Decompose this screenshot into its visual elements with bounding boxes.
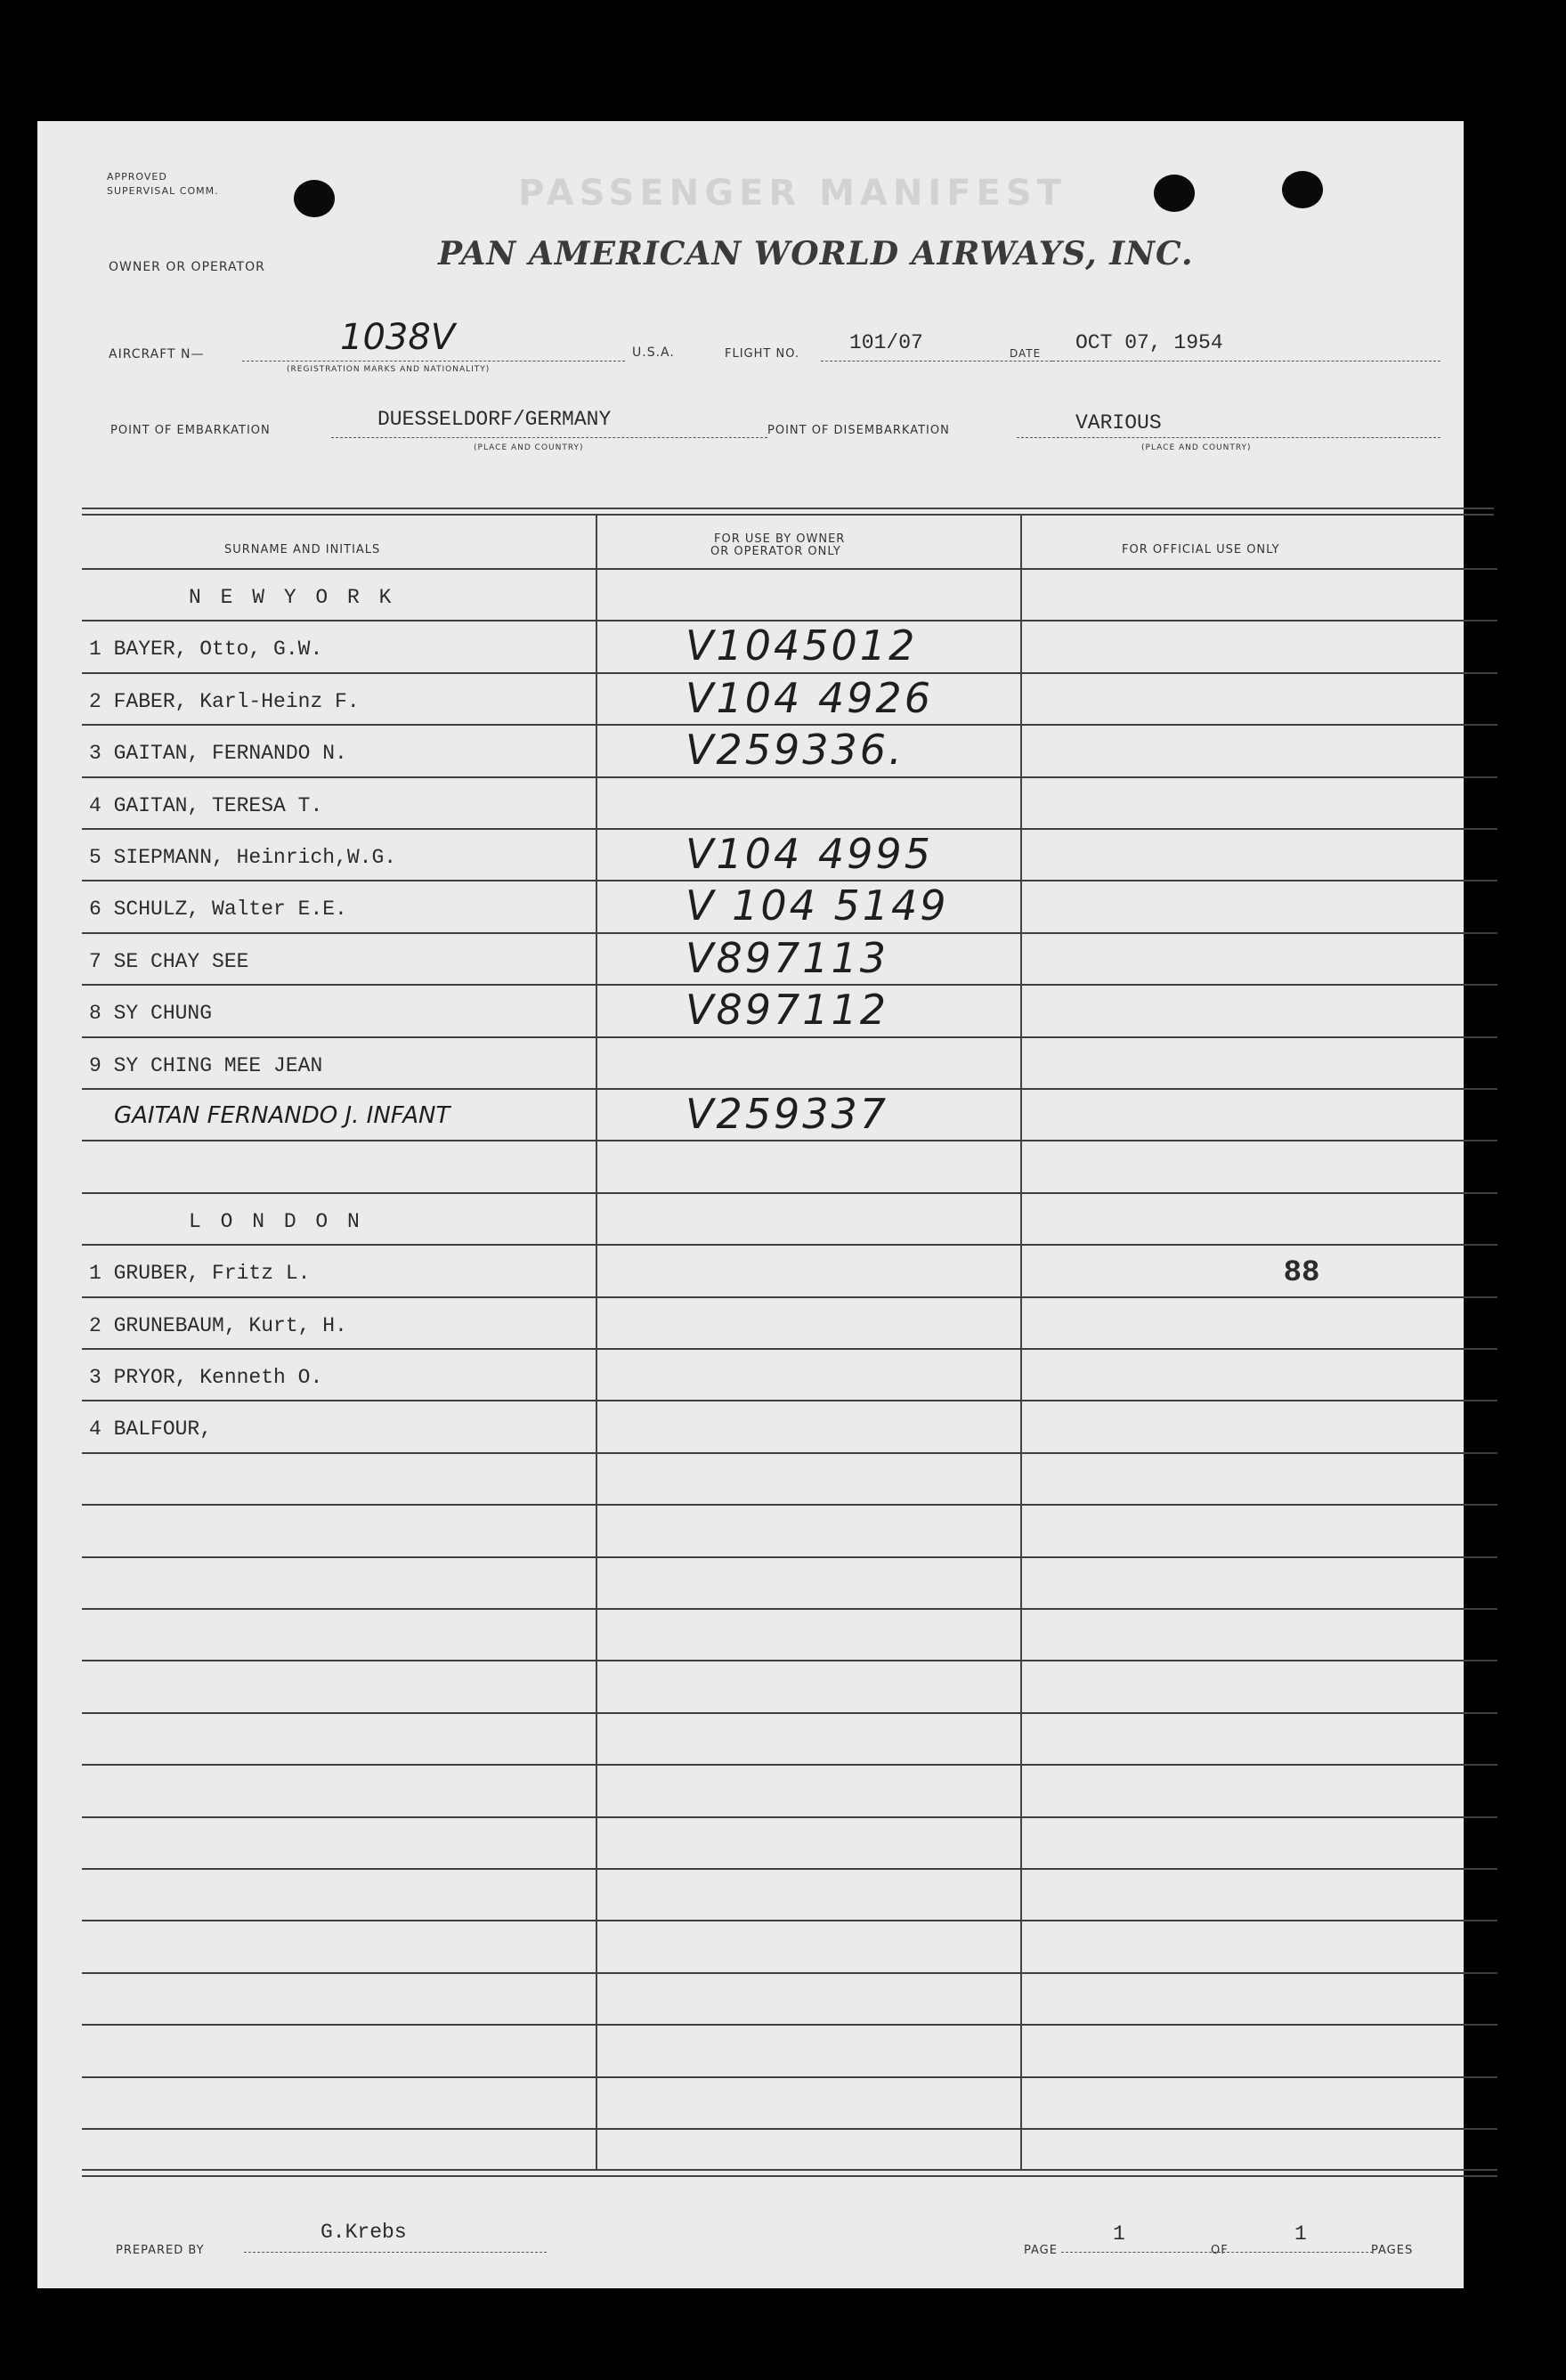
visa-number: V104 4995 <box>686 830 933 878</box>
registration-note: (REGISTRATION MARKS AND NATIONALITY) <box>287 365 491 374</box>
visa-number: V259336. <box>686 726 905 774</box>
column-header-owner-1: FOR USE BY OWNER <box>714 532 846 546</box>
aircraft-value: 1038V <box>340 317 456 358</box>
embark-note: (PLACE AND COUNTRY) <box>474 443 584 452</box>
page-title: PASSENGER MANIFEST <box>518 173 1067 214</box>
row-rule <box>82 1764 1497 1766</box>
row-rule <box>82 1920 1497 1921</box>
flight-value: 101/07 <box>849 331 923 354</box>
approved-stamp-sub: SUPERVISAL COMM. <box>107 185 219 197</box>
passenger-name: 4 BALFOUR, <box>89 1417 213 1441</box>
row-rule <box>82 1712 1497 1714</box>
prepared-label: PREPARED BY <box>116 2244 205 2257</box>
visa-number: V1045012 <box>686 621 918 670</box>
visa-number: V104 4926 <box>686 674 933 722</box>
passenger-name: 8 SY CHUNG <box>89 1002 213 1025</box>
flight-underline <box>821 360 1052 361</box>
row-rule <box>82 1504 1497 1506</box>
row-rule <box>82 2128 1497 2130</box>
of-value: 1 <box>1294 2222 1307 2246</box>
disembark-note: (PLACE AND COUNTRY) <box>1141 443 1252 452</box>
date-underline <box>1052 360 1440 361</box>
manifest-sheet <box>37 121 1464 2288</box>
usa-label: U.S.A. <box>632 345 675 360</box>
disembark-value: VARIOUS <box>1075 411 1162 435</box>
row-rule <box>82 1608 1497 1610</box>
visa-number: V259337 <box>686 1090 889 1138</box>
embark-value: DUESSELDORF/GERMANY <box>377 408 612 431</box>
row-rule <box>82 1296 1497 1298</box>
prepared-value: G.Krebs <box>321 2221 407 2244</box>
passenger-name: 6 SCHULZ, Walter E.E. <box>89 898 347 921</box>
section-heading: L O N D O N <box>189 1210 363 1233</box>
visa-number: V 104 5149 <box>686 881 949 930</box>
row-rule <box>82 1244 1497 1246</box>
column-header-names: SURNAME AND INITIALS <box>224 543 381 556</box>
section-heading: N E W Y O R K <box>189 586 395 609</box>
passenger-name: 1 BAYER, Otto, G.W. <box>89 638 323 661</box>
disembark-label: POINT OF DISEMBARKATION <box>767 424 950 437</box>
column-header-owner-2: OR OPERATOR ONLY <box>710 545 841 558</box>
passenger-name: 4 GAITAN, TERESA T. <box>89 794 323 817</box>
passenger-name: GAITAN FERNANDO J. INFANT <box>114 1102 450 1129</box>
row-rule <box>82 1036 1497 1038</box>
passenger-name: 1 GRUBER, Fritz L. <box>89 1262 311 1285</box>
visa-number: V897112 <box>686 986 889 1034</box>
passenger-name: 3 PRYOR, Kenneth O. <box>89 1366 323 1389</box>
aircraft-label: AIRCRAFT N— <box>109 347 205 361</box>
embark-label: POINT OF EMBARKATION <box>110 424 271 437</box>
row-rule <box>82 1972 1497 1974</box>
passenger-name: 7 SE CHAY SEE <box>89 950 249 973</box>
row-rule <box>82 1816 1497 1818</box>
column-header-official: FOR OFFICIAL USE ONLY <box>1122 543 1280 556</box>
prepared-underline <box>244 2251 547 2253</box>
row-rule <box>82 1140 1497 1141</box>
table-bottom-rule <box>82 2169 1497 2171</box>
row-rule <box>82 1400 1497 1401</box>
row-rule <box>82 1452 1497 1454</box>
flight-label: FLIGHT NO. <box>725 347 800 361</box>
passenger-name: 3 GAITAN, FERNANDO N. <box>89 742 347 765</box>
visa-number: V897113 <box>686 934 889 982</box>
official-use-value: 88 <box>1283 1256 1320 1290</box>
pages-label: PAGES <box>1371 2244 1414 2257</box>
date-label: DATE <box>1010 347 1042 360</box>
table-top-rule <box>82 514 1494 516</box>
row-rule <box>82 2076 1497 2078</box>
passenger-name: 2 FABER, Karl-Heinz F. <box>89 690 360 713</box>
row-rule <box>82 1556 1497 1558</box>
passenger-name: 2 GRUNEBAUM, Kurt, H. <box>89 1314 347 1337</box>
passenger-name: 5 SIEPMANN, Heinrich,W.G. <box>89 846 397 869</box>
punch-hole <box>294 180 335 217</box>
row-rule <box>82 1192 1497 1194</box>
table-bottom-rule <box>82 2175 1497 2177</box>
date-value: OCT 07, 1954 <box>1075 331 1223 354</box>
of-label: OF <box>1211 2244 1229 2257</box>
row-rule <box>82 568 1497 570</box>
row-rule <box>82 776 1497 778</box>
approved-stamp: APPROVED <box>107 171 167 183</box>
disembark-underline <box>1017 436 1440 438</box>
embark-underline <box>331 436 767 438</box>
row-rule <box>82 1348 1497 1350</box>
page-value: 1 <box>1113 2222 1125 2246</box>
page-underline <box>1061 2251 1373 2253</box>
passenger-name: 9 SY CHING MEE JEAN <box>89 1054 323 1077</box>
row-rule <box>82 2024 1497 2026</box>
aircraft-underline <box>242 360 625 361</box>
row-rule <box>82 1660 1497 1661</box>
row-rule <box>82 1868 1497 1870</box>
owner-label: OWNER OR OPERATOR <box>109 260 265 274</box>
punch-hole <box>1154 175 1195 212</box>
owner-value: PAN AMERICAN WORLD AIRWAYS, INC. <box>438 235 1194 272</box>
punch-hole <box>1282 171 1323 208</box>
page-label: PAGE <box>1024 2244 1058 2257</box>
table-top-rule <box>82 508 1494 509</box>
